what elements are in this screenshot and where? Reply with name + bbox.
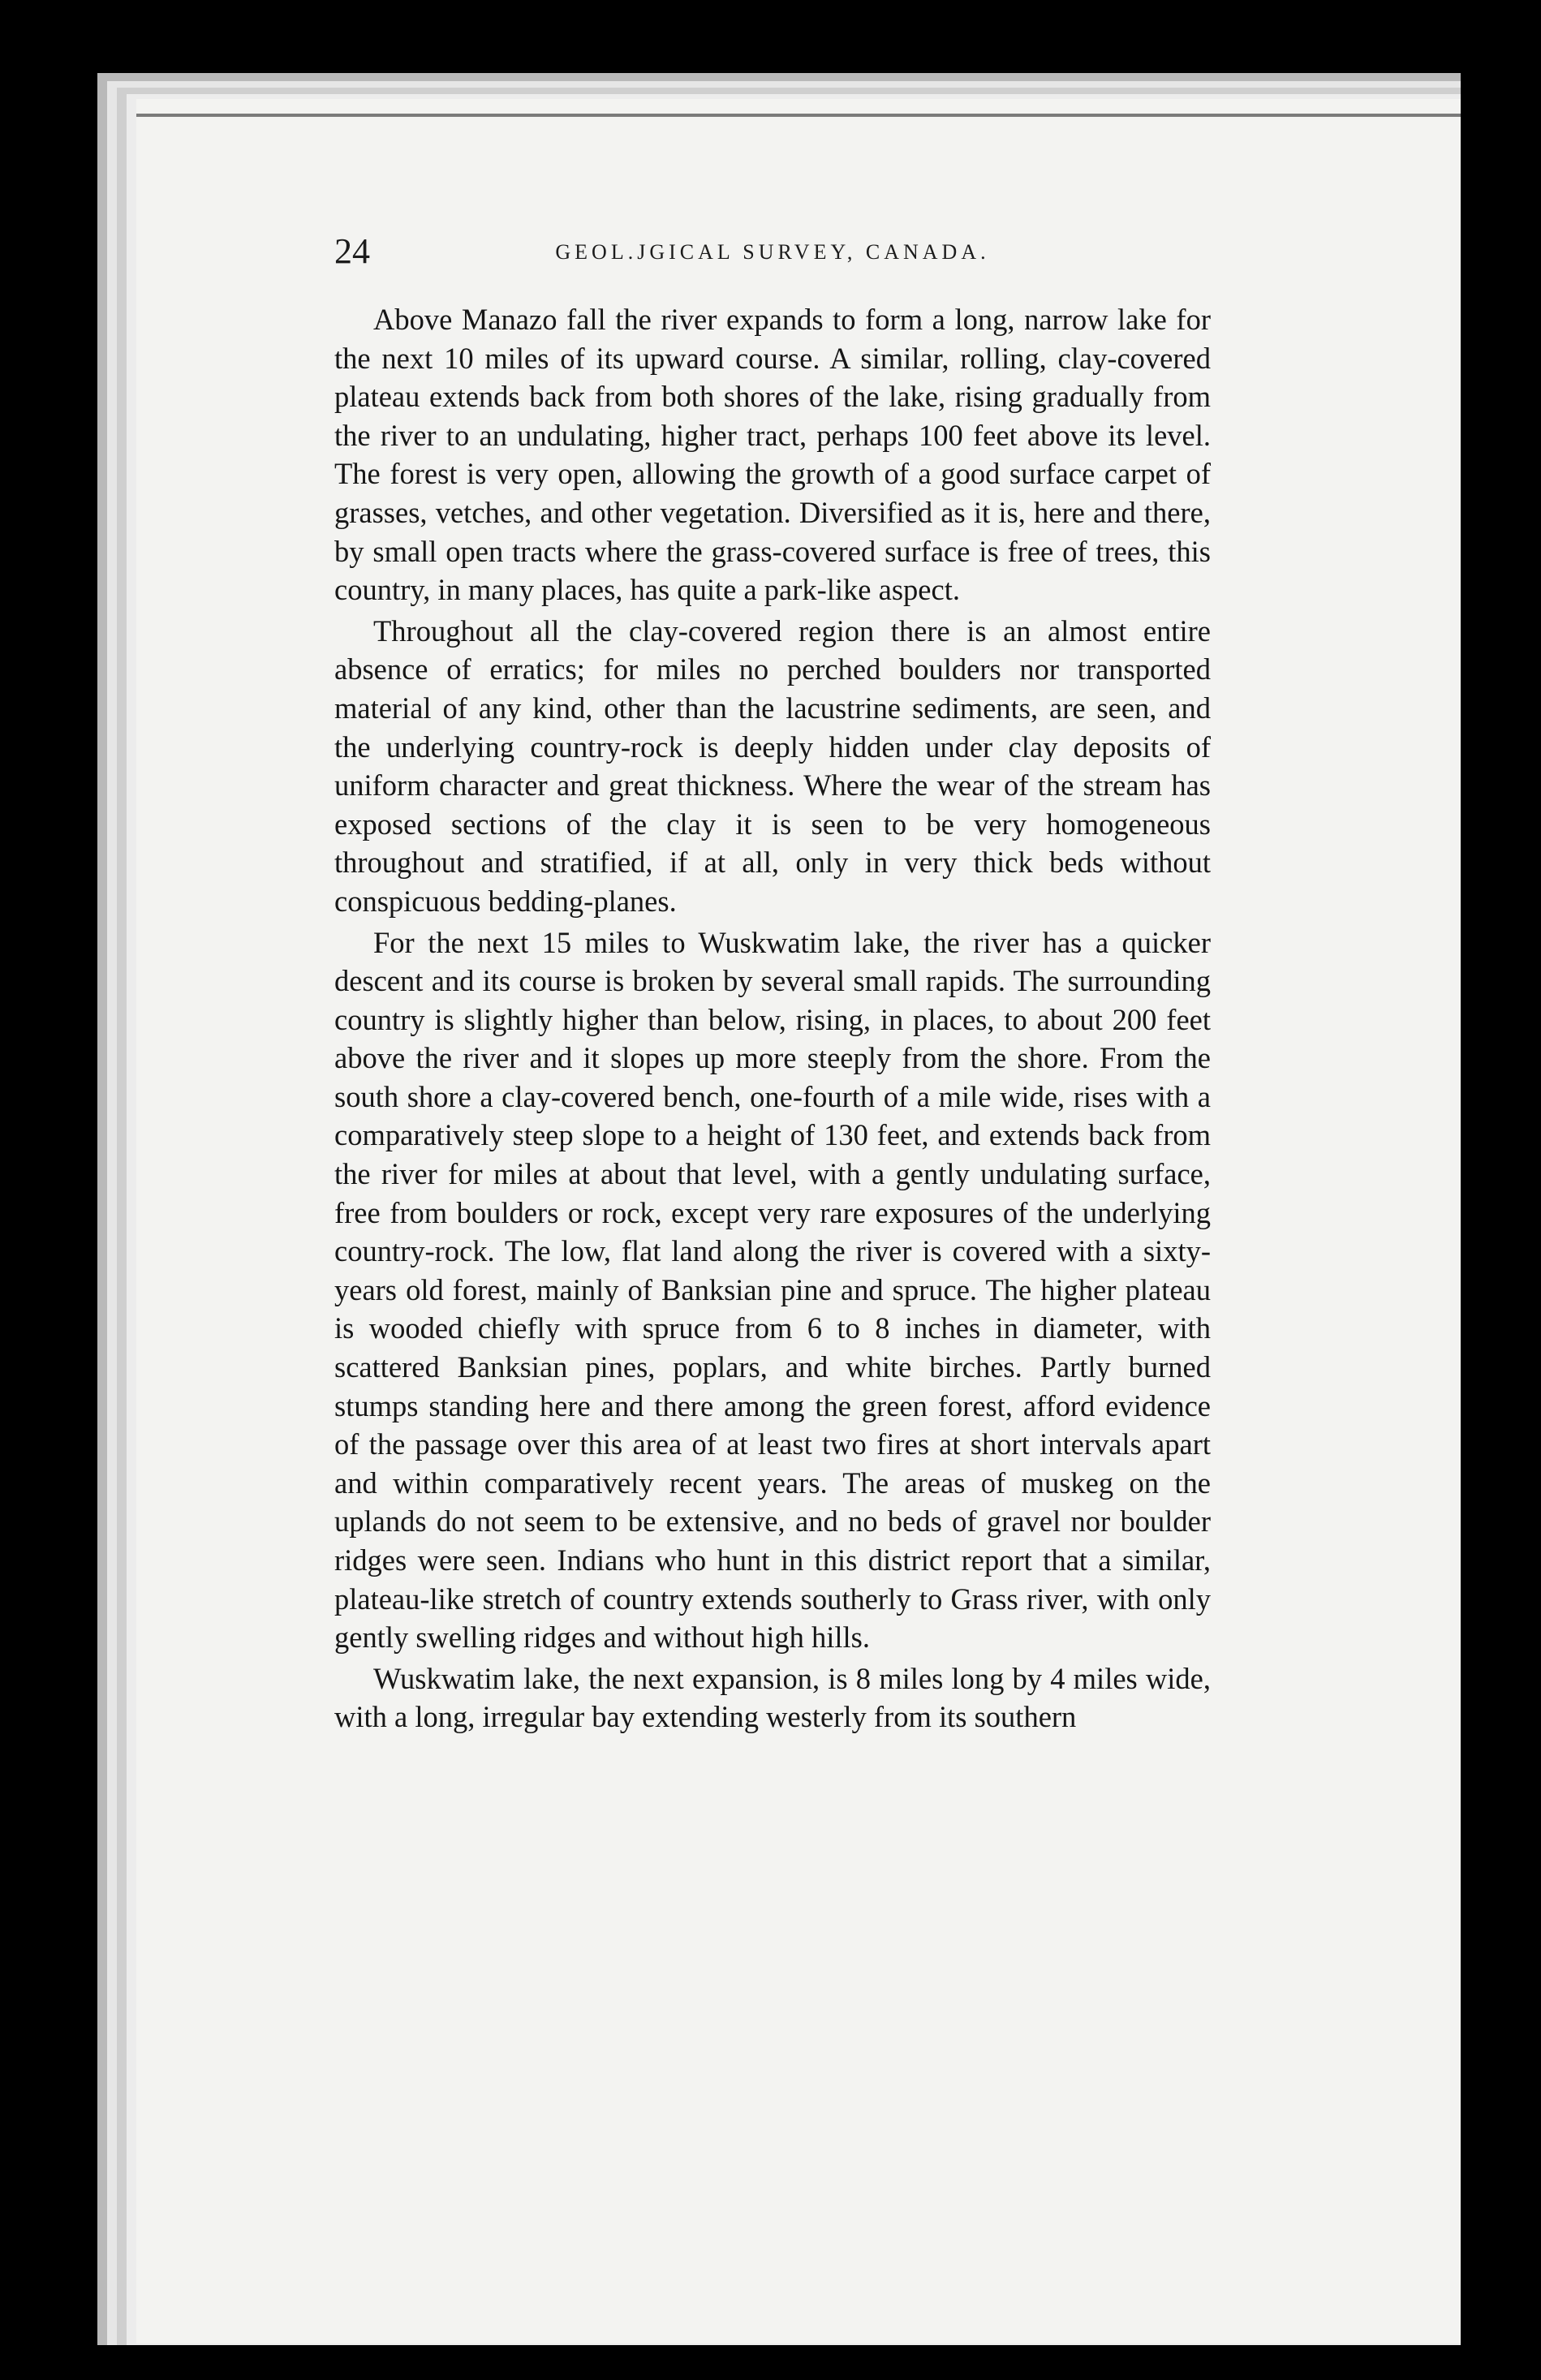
paragraph: For the next 15 miles to Wuskwatim lake, the river has a quicker descent and its course is broken by several small rapids. The surrounding country is slightly higher than below, rising, in places, to about 200 feet above the river and it slopes up more steeply from the shore. From the south shore a clay-covered bench, one-fourth of a mile wide, rises with a comparatively steep slope to a height of 130 feet, and extends back from the river for miles at about that level, with a gently undulating surface, free from boulders or rock, except very rare exposures of the underlying country-rock. The low, flat land along the river is covered with a sixty-years old forest, mainly of Banksian pine and spruce. The higher plateau is wooded chiefly with spruce from 6 to 8 inches in diameter, with scattered Banksian pines, poplars, and white birches. Partly burned stumps standing here and there among the green forest, afford evidence of the passage over this area of at least two fires at short intervals apart and within comparatively recent years. The areas of muskeg on the uplands do not seem to be extensive, and no beds of gravel nor boulder ridges were seen. Indians who hunt in this district report that a similar, plateau-like stretch of country extends southerly to Grass river, with only gently swelling ridges and without high hills.	[334, 925, 1211, 1655]
body-text	[334, 300, 1211, 1778]
page-header	[334, 231, 1211, 272]
paragraph: Wuskwatim lake, the next expansion, is 8 miles long by 4 miles wide, with a long, irregular bay extending westerly from its southern	[334, 1661, 1211, 1734]
paragraph: Throughout all the clay-covered region there is an almost entire absence of erratics; for miles no perched boulders nor transported material of any kind, other than the lacustrine sediments, are seen, and the underlying country-rock is deeply hidden under clay deposits of uniform character and great thickness. Where the wear of the stream has exposed sections of the clay it is seen to be very homogeneous throughout and stratified, if at all, only in very thick beds without conspicuous bedding-planes.	[334, 613, 1211, 918]
running-head: GEOL.JGICAL SURVEY, CANADA.	[555, 240, 990, 264]
page-top-rule	[136, 114, 1461, 117]
paragraph: Above Manazo fall the river expands to form a long, narrow lake for the next 10 miles of its upward course. A similar, rolling, clay-covered plateau extends back from both shores of the lake, rising gradually from the river to an undulating, higher tract, perhaps 100 feet above its level. The forest is very open, allowing the growth of a good surface carpet of grasses, vetches, and other vegetation. Diversified as it is, here and there, by small open tracts where the grass-covered surface is free of trees, this country, in many places, has quite a park-like aspect.	[334, 303, 1211, 607]
page-number: 24	[334, 231, 370, 271]
